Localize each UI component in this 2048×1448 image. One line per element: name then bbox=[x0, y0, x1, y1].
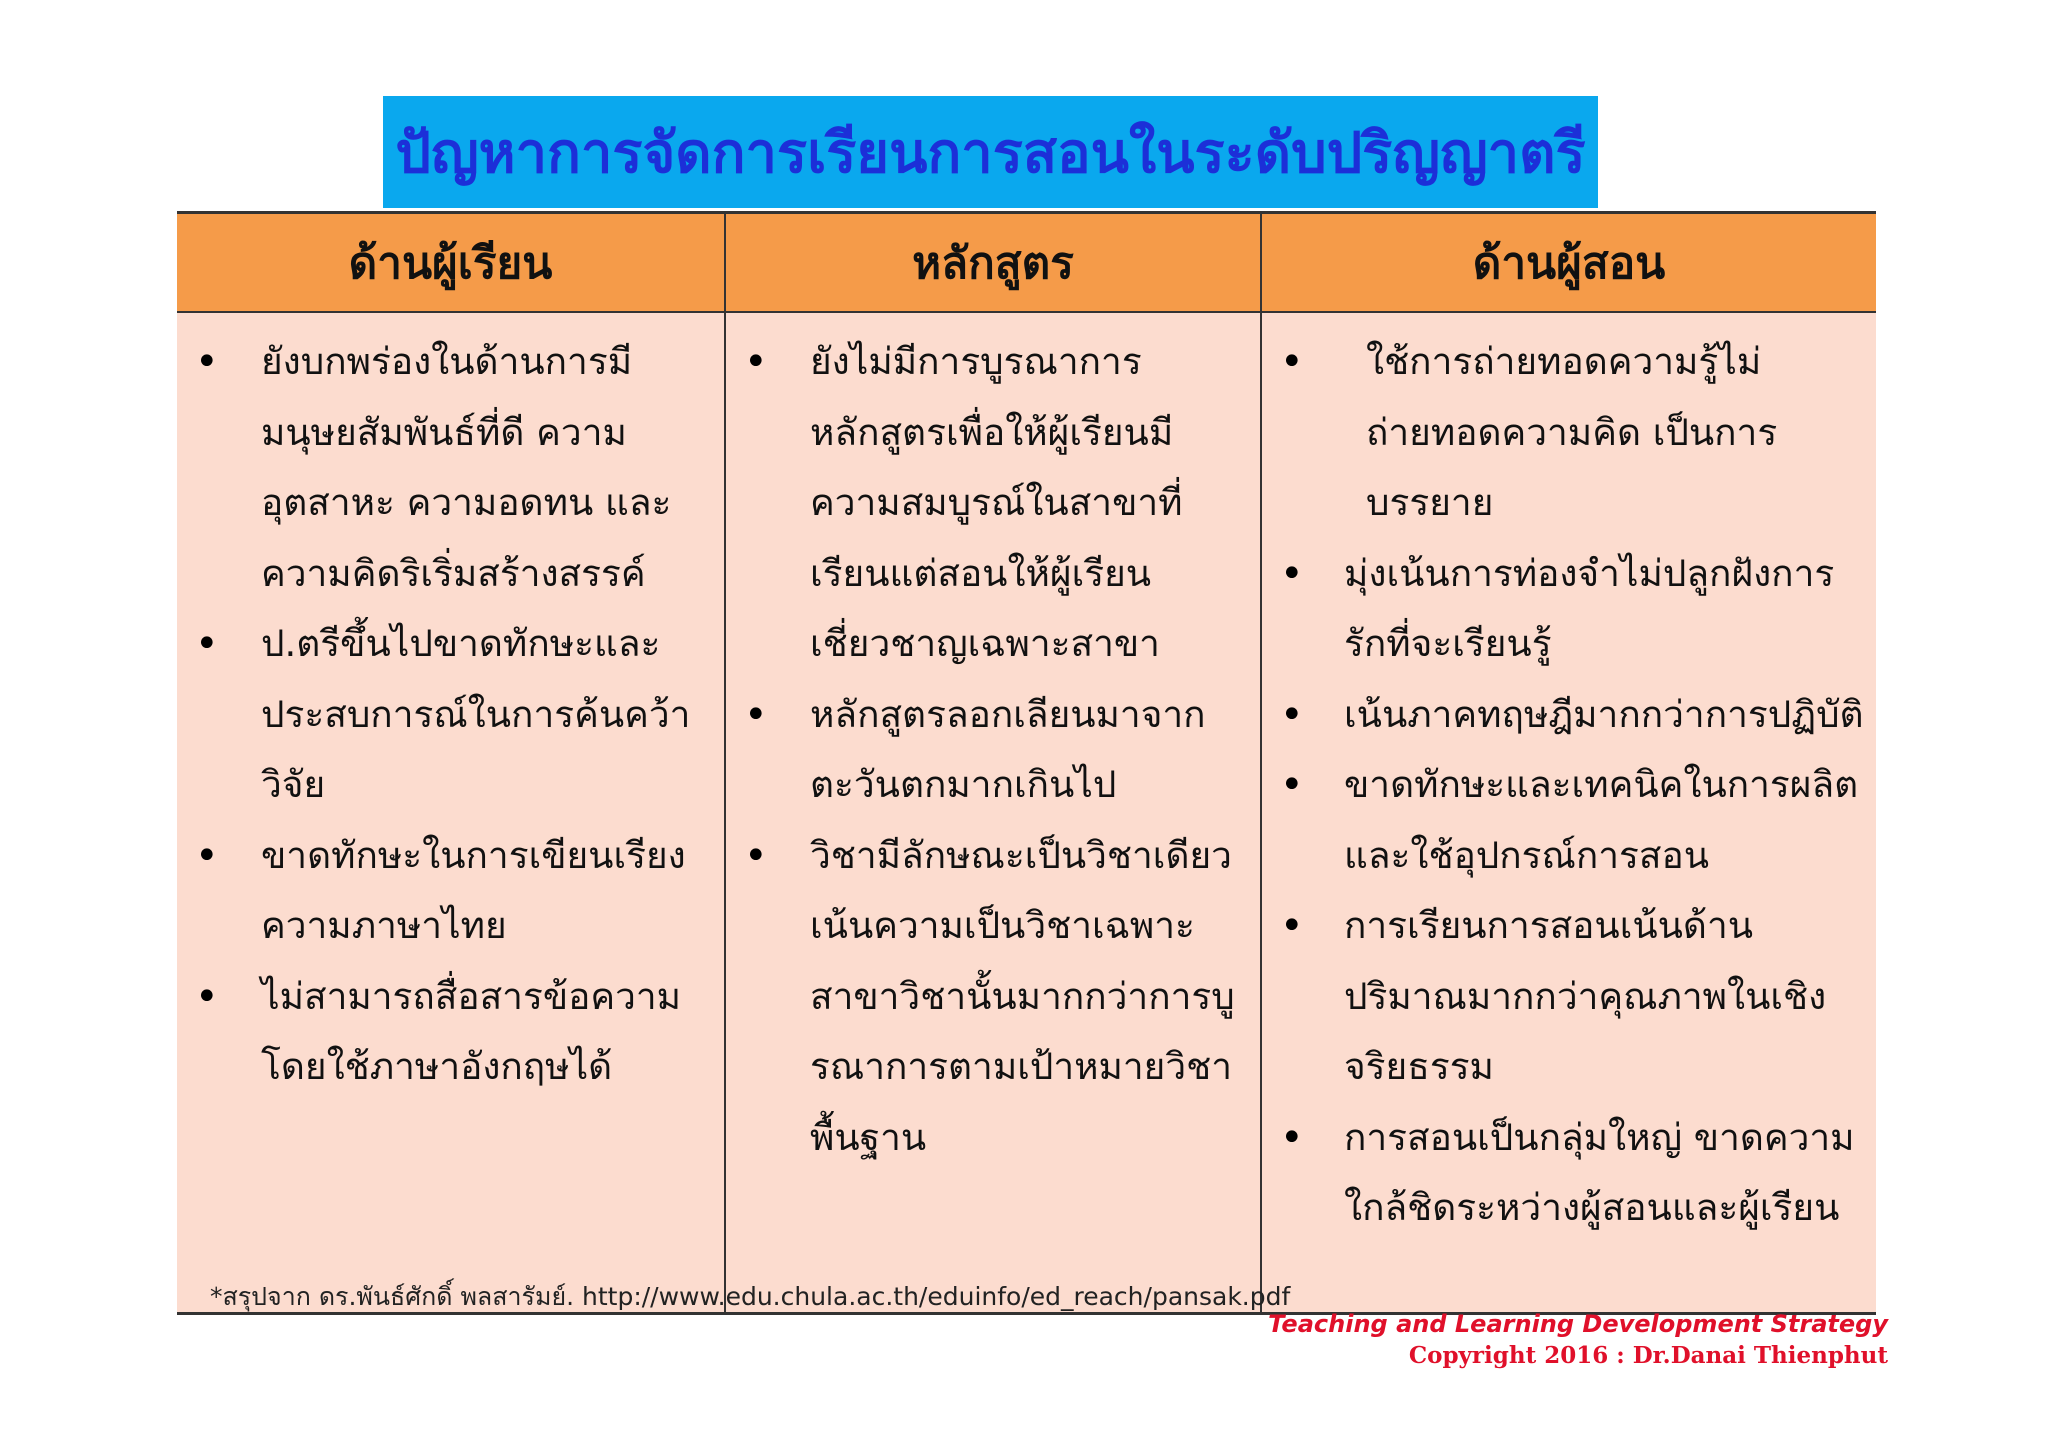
list-item: • ใช้การถ่ายทอดความรู้ไม่ถ่ายทอดความคิด เป็นการบรรยาย bbox=[1262, 327, 1876, 539]
list-item: • ขาดทักษะและเทคนิคในการผลิตและใช้อุปกรณ์การสอน bbox=[1262, 750, 1876, 891]
list-item: • วิชามีลักษณะเป็นวิชาเดียวเน้นความเป็นวิชาเฉพาะสาขาวิชานั้นมากกว่าการบูรณาการตามเป้าหมายวิชาพื้นฐาน bbox=[726, 821, 1260, 1174]
title-banner bbox=[383, 96, 1598, 208]
column-body-curriculum bbox=[726, 313, 1260, 1312]
list-item: • ยังบกพร่องในด้านการมีมนุษยสัมพันธ์ที่ดี ความอุตสาหะ ความอดทน และความคิดริเริ่มสร้างสรรค์ bbox=[177, 327, 724, 609]
list-item: • การเรียนการสอนเน้นด้านปริมาณมากกว่าคุณภาพในเชิงจริยธรรม bbox=[1262, 891, 1876, 1103]
column-body-learners bbox=[177, 313, 724, 1312]
column-curriculum bbox=[724, 214, 1260, 1312]
column-header-curriculum: หลักสูตร bbox=[726, 214, 1260, 313]
list-item: • ป.ตรีขึ้นไปขาดทักษะและประสบการณ์ในการค้นคว้าวิจัย bbox=[177, 609, 724, 821]
copyright-footer bbox=[1268, 1308, 1888, 1372]
slide-title: ปัญหาการจัดการเรียนการสอนในระดับปริญญาตรี bbox=[395, 120, 1586, 186]
list-item: • การสอนเป็นกลุ่มใหญ่ ขาดความใกล้ชิดระหว่างผู้สอนและผู้เรียน bbox=[1262, 1103, 1876, 1244]
column-header-teachers: ด้านผู้สอน bbox=[1262, 214, 1876, 313]
footer-line-strategy: Teaching and Learning Development Strategy bbox=[1268, 1310, 1888, 1338]
column-learners bbox=[177, 214, 724, 1312]
list-item: • เน้นภาคทฤษฎีมากกว่าการปฏิบัติ bbox=[1262, 680, 1876, 751]
list-item: • มุ่งเน้นการท่องจำไม่ปลูกฝังการรักที่จะเรียนรู้ bbox=[1262, 539, 1876, 680]
footer-line-copyright: Copyright 2016 : Dr.Danai Thienphut bbox=[1408, 1342, 1888, 1369]
column-header-learners: ด้านผู้เรียน bbox=[177, 214, 724, 313]
source-citation: *สรุปจาก ดร.พันธ์ศักดิ์ พลสารัมย์. http://www.edu.chula.ac.th/eduinfo/ed_reach/pansak.pdf bbox=[210, 1282, 1291, 1311]
list-item: • ยังไม่มีการบูรณาการหลักสูตรเพื่อให้ผู้เรียนมีความสมบูรณ์ในสาขาที่เรียนแต่สอนให้ผู้เรียนเชี่ยวชาญเฉพาะสาขา bbox=[726, 327, 1260, 680]
list-item: • ขาดทักษะในการเขียนเรียงความภาษาไทย bbox=[177, 821, 724, 962]
problems-table bbox=[177, 211, 1876, 1315]
list-item: • หลักสูตรลอกเลียนมาจากตะวันตกมากเกินไป bbox=[726, 680, 1260, 821]
list-item: • ไม่สามารถสื่อสารข้อความโดยใช้ภาษาอังกฤษได้ bbox=[177, 962, 724, 1103]
column-body-teachers bbox=[1262, 313, 1876, 1312]
column-teachers bbox=[1260, 214, 1876, 1312]
